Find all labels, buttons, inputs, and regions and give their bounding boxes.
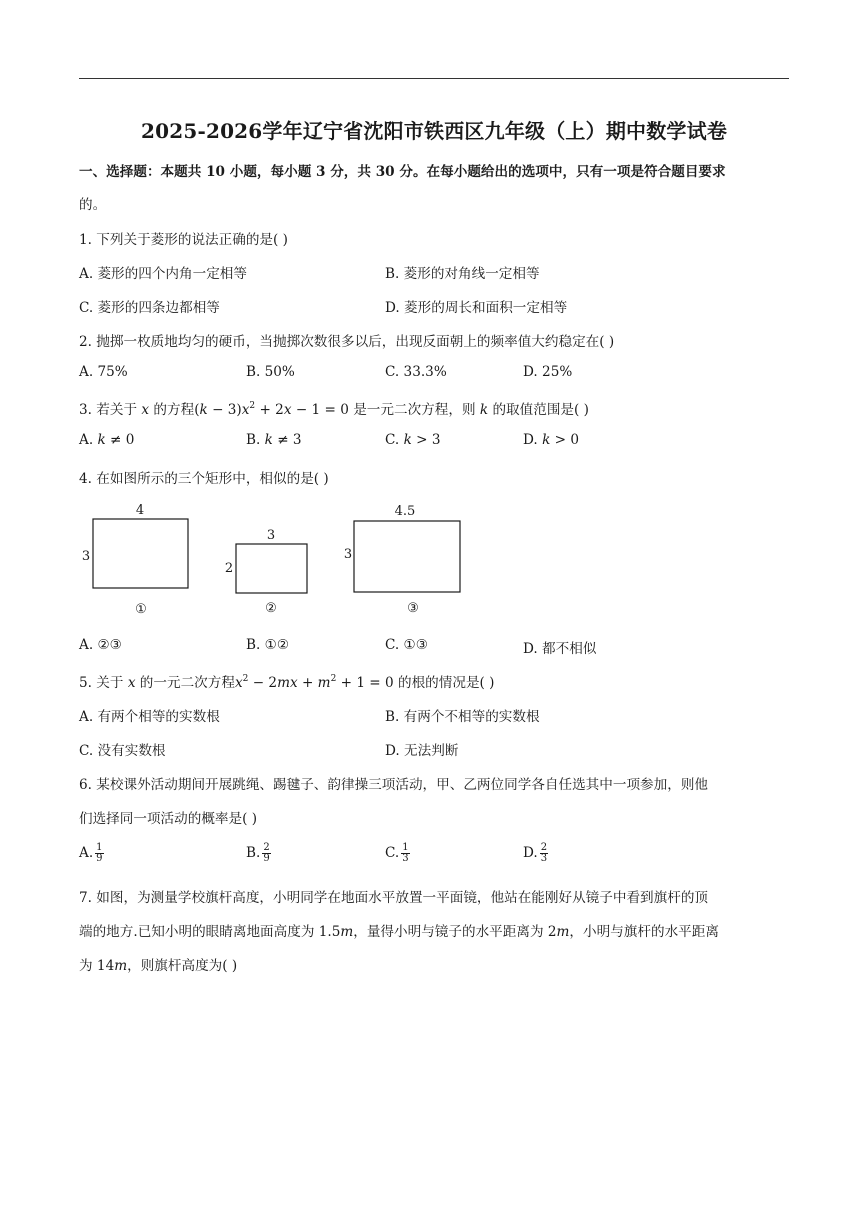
q3-text-mid1: 的方程	[149, 402, 195, 418]
q2-option-d: D. 25%	[523, 364, 573, 380]
numerator: 1	[96, 842, 103, 853]
rectangle-3	[344, 504, 460, 616]
fraction	[262, 843, 270, 864]
question-7-stem-line1: 7. 如图，为测量学校旗杆高度，小明同学在地面水平放置一平面镜，他站在能刚好从镜子中看到旗杆的顶	[79, 890, 709, 906]
question-5-stem	[79, 671, 494, 691]
rectangle-2-caption: ②	[265, 601, 277, 616]
option-label: C.	[385, 845, 400, 861]
q3-text-pre: 3. 若关于	[79, 402, 142, 418]
question-7-stem-line3	[79, 954, 237, 974]
q7-unit: m	[556, 924, 570, 940]
q4-option-d: D. 都不相似	[523, 641, 597, 657]
denominator: 3	[402, 853, 409, 864]
q5-option-b: B. 有两个不相等的实数根	[385, 709, 540, 725]
question-2-stem: 2. 抛掷一枚质地均匀的硬币，当抛掷次数很多以后，出现反面朝上的频率值大约稳定在( )	[79, 334, 615, 350]
q3-var-x: x	[141, 402, 150, 418]
denominator: 9	[96, 853, 103, 864]
denominator: 3	[540, 853, 548, 864]
fraction	[540, 843, 548, 864]
q6-option-d	[523, 843, 548, 864]
eq-part: m	[317, 675, 331, 691]
option-label: D.	[523, 432, 543, 448]
q4-option-c: C. ①③	[385, 637, 428, 653]
q4-option-a: A. ②③	[79, 637, 122, 653]
eq-part: − 1 = 0	[291, 402, 349, 418]
option-var: k	[403, 432, 412, 448]
rectangle-1-side-label: 3	[81, 549, 91, 564]
q6-option-c	[385, 843, 410, 864]
q5-var-x: x	[127, 675, 136, 691]
q7-text: ，则旗杆高度为( )	[127, 958, 238, 974]
option-label: A.	[79, 845, 94, 861]
q3-text-mid2: 是一元二次方程，则	[348, 402, 480, 418]
q7-unit: m	[340, 924, 354, 940]
option-label: C.	[385, 432, 404, 448]
numerator: 2	[263, 842, 270, 853]
q5-text-pre: 5. 关于	[79, 675, 128, 691]
rectangle-3-top-label: 4.5	[394, 504, 416, 519]
q2-option-c: C. 33.3%	[385, 364, 447, 380]
question-6-stem-line1: 6. 某校课外活动期间开展跳绳、踢毽子、韵律操三项活动，甲、乙两位同学各自任选其中一项参加，则他	[79, 777, 709, 793]
eq-part: x	[289, 675, 298, 691]
option-rel: ≠ 0	[105, 432, 135, 448]
eq-part: + 1 = 0	[336, 675, 394, 691]
rectangle-1	[82, 503, 188, 617]
rectangle-3-shape	[354, 521, 460, 592]
q7-text: 为 14	[79, 958, 115, 974]
eq-part: x	[234, 675, 243, 691]
eq-exponent: 2	[330, 674, 337, 684]
q7-text: 端的地方.已知小明的眼睛离地面高度为 1.5	[79, 924, 341, 940]
q5-text-post: 的根的情况是( )	[393, 675, 495, 691]
option-rel: > 0	[550, 432, 579, 448]
eq-part: x	[241, 402, 250, 418]
option-var: k	[97, 432, 106, 448]
eq-exponent: 2	[249, 401, 256, 411]
eq-part: +	[297, 675, 318, 691]
q7-text: ，量得小明与镜子的水平距离为 2	[353, 924, 557, 940]
eq-part: − 2	[248, 675, 278, 691]
option-label: B.	[246, 845, 261, 861]
rectangle-2	[225, 528, 307, 616]
q7-text: ，小明与旗杆的水平距离	[569, 924, 719, 940]
q1-option-c: C. 菱形的四条边都相等	[79, 300, 220, 316]
page-title: 2025-2026学年辽宁省沈阳市铁西区九年级（上）期中数学试卷	[140, 119, 728, 143]
rectangle-2-top-label: 3	[266, 528, 276, 543]
rectangle-2-side-label: 2	[224, 561, 234, 576]
option-var: k	[542, 432, 551, 448]
q2-option-b: B. 50%	[246, 364, 295, 380]
question-4-stem: 4. 在如图所示的三个矩形中，相似的是( )	[79, 471, 329, 487]
rectangle-1-caption: ①	[135, 602, 147, 617]
eq-part: (	[194, 402, 200, 418]
q5-option-a: A. 有两个相等的实数根	[79, 709, 220, 725]
q3-var-k: k	[479, 402, 489, 418]
q7-unit: m	[114, 958, 128, 974]
q1-option-b: B. 菱形的对角线一定相等	[385, 266, 540, 282]
option-label: B.	[246, 432, 265, 448]
q5-text-mid: 的一元二次方程	[135, 675, 235, 691]
q2-option-a: A. 75%	[79, 364, 128, 380]
section-heading-line2: 的。	[79, 197, 107, 213]
section-heading-line1: 一、选择题：本题共 10 小题，每小题 3 分，共 30 分。在每小题给出的选项中，只有一项是符合题目要求	[79, 164, 726, 180]
option-label: A.	[79, 432, 98, 448]
q5-equation	[235, 675, 394, 691]
option-var: k	[264, 432, 273, 448]
fraction	[95, 843, 103, 864]
denominator: 9	[263, 853, 270, 864]
q5-option-c: C. 没有实数根	[79, 743, 166, 759]
question-1-stem: 1. 下列关于菱形的说法正确的是( )	[79, 232, 288, 248]
option-rel: > 3	[411, 432, 441, 448]
q3-text-post: 的取值范围是( )	[488, 402, 589, 418]
q6-option-a	[79, 843, 104, 864]
q6-option-b	[246, 843, 271, 864]
question-6-stem-line2: 们选择同一项活动的概率是( )	[79, 811, 258, 827]
eq-exponent: 2	[242, 674, 249, 684]
rectangle-1-top-label: 4	[135, 503, 145, 518]
numerator: 1	[402, 842, 409, 853]
eq-part: x	[283, 402, 292, 418]
q4-option-b: B. ①②	[246, 637, 290, 653]
option-label: D.	[523, 845, 538, 861]
fraction	[401, 843, 409, 864]
numerator: 2	[540, 842, 548, 853]
eq-part: + 2	[255, 402, 284, 418]
rectangle-2-shape	[236, 544, 307, 593]
q5-option-d: D. 无法判断	[385, 743, 459, 759]
option-rel: ≠ 3	[272, 432, 302, 448]
q1-option-d: D. 菱形的周长和面积一定相等	[385, 300, 568, 316]
rectangle-1-shape	[93, 519, 188, 588]
rectangle-3-caption: ③	[407, 601, 419, 616]
q1-option-a: A. 菱形的四个内角一定相等	[79, 266, 247, 282]
eq-part: − 3)	[207, 402, 242, 418]
eq-part: m	[277, 675, 290, 691]
eq-part: k	[199, 402, 208, 418]
question-7-stem-line2	[79, 920, 719, 940]
rectangle-3-side-label: 3	[343, 547, 353, 562]
